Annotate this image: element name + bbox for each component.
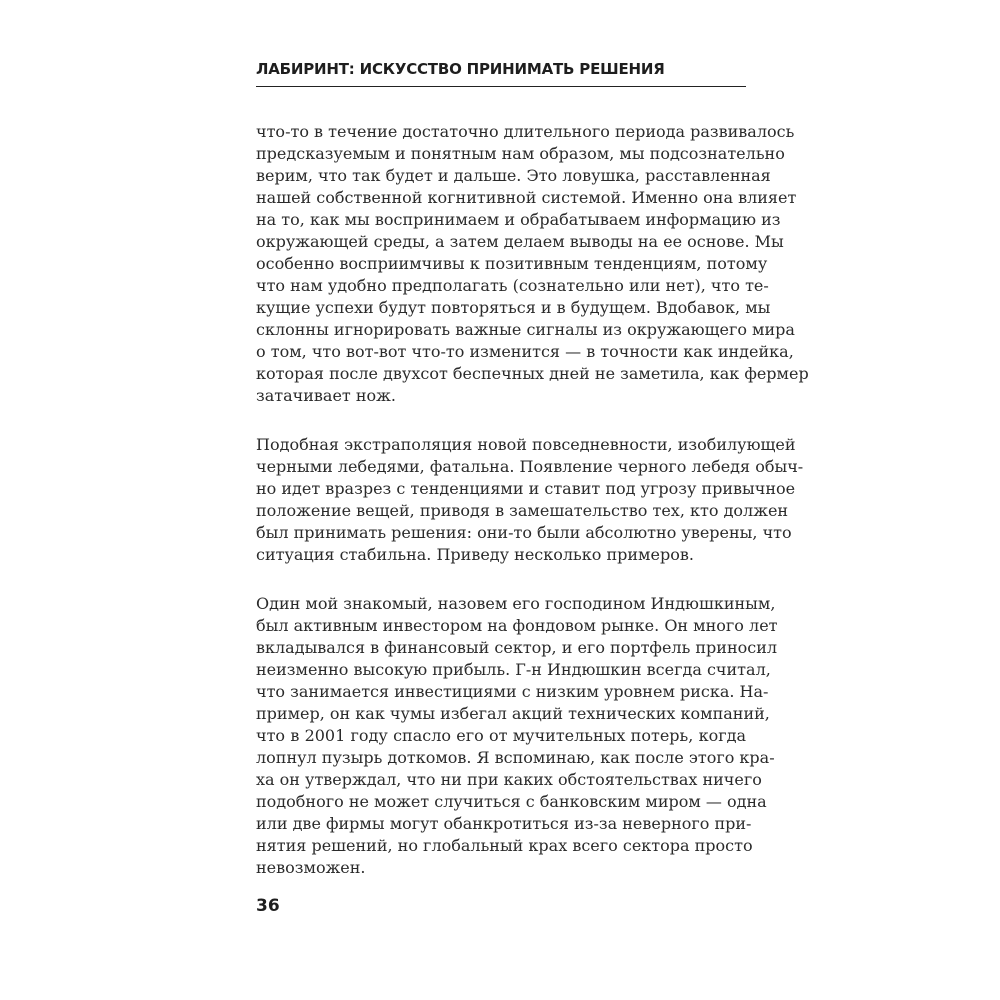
- text-line: вкладывался в финансовый сектор, и его портфель приносил: [256, 638, 778, 657]
- text-line: что нам удобно предполагать (сознательно или нет), что те-: [256, 276, 769, 295]
- paragraph: [256, 121, 809, 407]
- text-line: что занимается инвестициями с низким уровнем риска. На-: [256, 682, 769, 701]
- text-line: которая после двухсот беспечных дней не заметила, как фермер: [256, 364, 809, 383]
- paragraph: [256, 434, 804, 566]
- text-line: подобного не может случиться с банковским миром — одна: [256, 792, 767, 811]
- text-line: ха он утверждал, что ни при каких обстоятельствах ничего: [256, 770, 762, 789]
- text-line: что-то в течение достаточно длительного периода развивалось: [256, 122, 795, 141]
- text-line: был принимать решения: они-то были абсолютно уверены, что: [256, 523, 792, 542]
- text-line: неизменно высокую прибыль. Г-н Индюшкин всегда считал,: [256, 660, 771, 679]
- text-line: нятия решений, но глобальный крах всего сектора просто: [256, 836, 753, 855]
- text-line: или две фирмы могут обанкротиться из-за неверного при-: [256, 814, 752, 833]
- paragraph: [256, 593, 778, 879]
- text-line: но идет вразрез с тенденциями и ставит под угрозу привычное: [256, 479, 796, 498]
- text-line: нашей собственной когнитивной системой. Именно она влияет: [256, 188, 797, 207]
- running-head-title: ЛАБИРИНТ: ИСКУССТВО ПРИНИМАТЬ РЕШЕНИЯ: [256, 60, 665, 78]
- text-line: невозможен.: [256, 858, 366, 877]
- text-line: окружающей среды, а затем делаем выводы на ее основе. Мы: [256, 232, 784, 251]
- page-number: 36: [256, 896, 280, 916]
- body-text: [256, 121, 809, 906]
- text-line: ситуация стабильна. Приведу несколько примеров.: [256, 545, 694, 564]
- text-line: о том, что вот-вот что-то изменится — в точности как индейка,: [256, 342, 794, 361]
- text-line: кущие успехи будут повторяться и в будущем. Вдобавок, мы: [256, 298, 771, 317]
- text-line: положение вещей, приводя в замешательство тех, кто должен: [256, 501, 789, 520]
- text-line: лопнул пузырь доткомов. Я вспоминаю, как после этого кра-: [256, 748, 775, 767]
- text-line: что в 2001 году спасло его от мучительных потерь, когда: [256, 726, 746, 745]
- text-line: на то, как мы воспринимаем и обрабатываем информацию из: [256, 210, 781, 229]
- running-head: [256, 58, 746, 87]
- text-line: склонны игнорировать важные сигналы из окружающего мира: [256, 320, 795, 339]
- text-line: был активным инвестором на фондовом рынке. Он много лет: [256, 616, 778, 635]
- text-line: Один мой знакомый, назовем его господином Индюшкиным,: [256, 594, 776, 613]
- text-line: пример, он как чумы избегал акций технических компаний,: [256, 704, 770, 723]
- text-line: особенно восприимчивы к позитивным тенденциям, потому: [256, 254, 768, 273]
- text-line: черными лебедями, фатальна. Появление черного лебедя обыч-: [256, 457, 804, 476]
- text-line: Подобная экстраполяция новой повседневности, изобилующей: [256, 435, 796, 454]
- text-line: верим, что так будет и дальше. Это ловушка, расставленная: [256, 166, 771, 185]
- text-line: затачивает нож.: [256, 386, 396, 405]
- text-line: предсказуемым и понятным нам образом, мы подсознательно: [256, 144, 785, 163]
